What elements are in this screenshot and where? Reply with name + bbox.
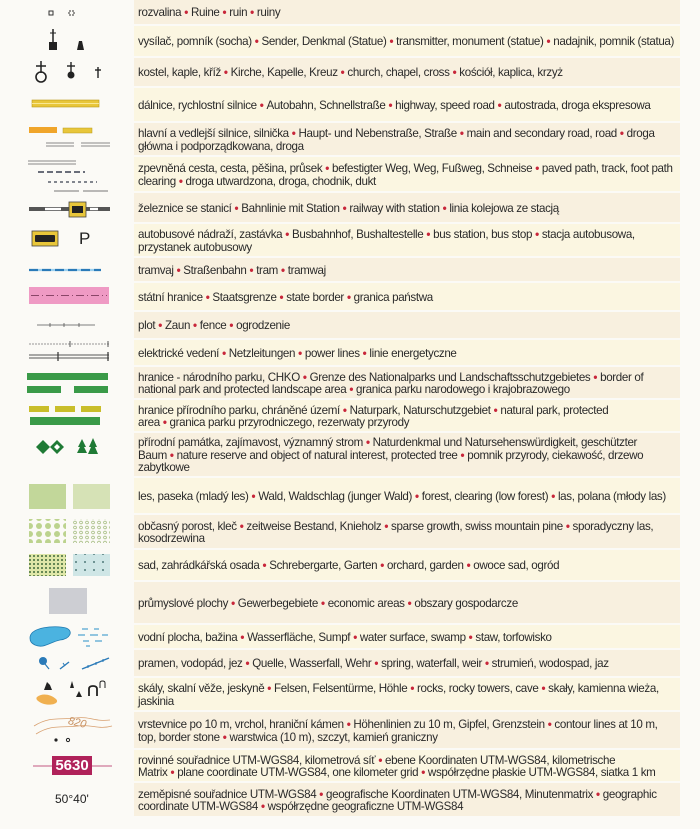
legend-label-pl: owoce sad, ogród: [473, 559, 560, 573]
legend-label-cs: sad, zahrádkářská osada: [138, 559, 260, 573]
legend-description: [138, 265, 326, 277]
legend-label-en: geographic coordinate UTM-WGS84: [138, 787, 657, 813]
legend-label-en: sparse growth, swiss mountain pine: [391, 519, 563, 533]
legend-label-de: befestigter Weg, Weg, Fußweg, Schneise: [331, 162, 533, 176]
legend-text: [134, 678, 680, 710]
legend-label-pl: współrzędne płaskie UTM-WGS84, siatka 1 km: [427, 766, 656, 779]
bullet-separator: •: [279, 290, 284, 304]
legend-text: [134, 367, 680, 398]
legend-label-de: geografische Koordinaten UTM-WGS84, Minutenmatrix: [326, 787, 594, 801]
bullet-separator: •: [342, 201, 347, 215]
legend-row-water: [0, 625, 700, 650]
legend-description: [138, 128, 676, 153]
bullet-separator: •: [374, 657, 379, 671]
legend-row-national-park: [0, 367, 700, 400]
geo-coordinate-icon: [0, 783, 132, 818]
legend-label-cs: dálnice, rychlostní silnice: [138, 98, 257, 112]
rocks-cave-icon: [0, 678, 132, 712]
bullet-separator: •: [389, 35, 394, 49]
bullet-separator: •: [546, 35, 551, 49]
legend-row-grid: [0, 750, 700, 783]
legend-row-forest: [0, 478, 700, 515]
legend-description: [138, 755, 676, 780]
legend-description: [138, 67, 563, 79]
geo-coordinate-label: 50°40': [55, 792, 89, 806]
bullet-separator: •: [340, 66, 345, 80]
legend-text: [134, 283, 680, 310]
legend-label-en: economic areas: [327, 596, 405, 610]
bullet-separator: •: [234, 201, 239, 215]
legend-row-power: [0, 340, 700, 367]
legend-label-cs: pramen, vodopád, jez: [138, 657, 243, 671]
legend-label-en: forest, clearing (low forest): [421, 489, 549, 503]
tram-icon: [0, 258, 132, 283]
legend-label-pl: obszary gospodarcze: [414, 596, 518, 610]
bullet-separator: •: [535, 162, 539, 176]
bullet-separator: •: [596, 787, 600, 801]
legend-label-pl: stacja autobusowa, przystanek autobusowy: [138, 228, 635, 254]
legend-label-pl: sporadyczny las, kosodrzewina: [138, 519, 654, 545]
legend-row-bus: [0, 224, 700, 258]
bullet-separator: •: [442, 201, 447, 215]
legend-label-pl: ogrodzenie: [236, 319, 290, 333]
legend-row-fence: [0, 312, 700, 340]
bullet-separator: •: [378, 753, 383, 767]
legend-label-en: power lines: [304, 346, 360, 360]
legend-label-pl: droga główna i podporządkowana, droga: [138, 127, 655, 153]
bullet-separator: •: [184, 6, 188, 20]
legend-label-de: Gewerbegebiete: [237, 596, 318, 610]
legend-label-pl: ruiny: [256, 6, 281, 20]
legend-description: [138, 521, 676, 546]
legend-text: [134, 400, 680, 431]
bullet-separator: •: [547, 718, 552, 732]
bullet-separator: •: [497, 98, 502, 112]
legend-label-en: highway, speed road: [395, 98, 495, 112]
transmitter-monument-icon: [0, 26, 132, 58]
legend-label-en: plane coordinate UTM-WGS84, one kilometer grid: [177, 766, 419, 779]
bullet-separator: •: [319, 787, 324, 801]
legend-row-rocks: [0, 678, 700, 712]
legend-label-pl: nadajnik, pomnik (statua): [553, 35, 675, 49]
legend-label-cs: vysílač, pomník (socha): [138, 35, 252, 49]
legend-label-cs: les, paseka (mladý les): [138, 489, 249, 503]
contour-lines-icon: [0, 712, 132, 750]
legend-row-state-border: [0, 283, 700, 312]
bullet-separator: •: [222, 346, 226, 360]
legend-label-de: Wasserfläche, Sumpf: [247, 630, 351, 644]
bullet-separator: •: [291, 127, 296, 141]
legend-label-en: water surface, swamp: [359, 630, 466, 644]
bullet-separator: •: [407, 596, 412, 610]
legend-label-cs: rovinné souřadnice UTM-WGS84, kilometrová síť: [138, 753, 376, 767]
legend-description: [138, 437, 676, 474]
legend-text: [134, 258, 680, 281]
legend-label-pl: linia kolejowa ze stacją: [449, 201, 559, 215]
legend-label-de: Ruine: [190, 6, 220, 20]
bullet-separator: •: [452, 66, 457, 80]
legend-label-pl: autostrada, droga ekspresowa: [504, 98, 651, 112]
bullet-separator: •: [493, 403, 498, 417]
legend-label-de: Staatsgrenze: [212, 290, 277, 304]
legend-label-pl: granica parku przyrodniczego, rezerwaty przyrody: [169, 416, 410, 429]
legend-label-en: orchard, garden: [386, 559, 464, 573]
legend-label-de: Bahnlinie mit Station: [241, 201, 340, 215]
legend-label-de: Quelle, Wasserfall, Wehr: [252, 657, 372, 671]
legend-label-pl: staw, torfowisko: [475, 630, 552, 644]
legend-label-cs: plot: [138, 319, 156, 333]
legend-label-cs: zeměpisné souřadnice UTM-WGS84: [138, 787, 317, 801]
legend-label-cs: tramvaj: [138, 263, 174, 277]
legend-text: [134, 0, 680, 24]
bullet-separator: •: [170, 766, 175, 779]
bullet-separator: •: [459, 127, 464, 141]
bullet-separator: •: [176, 263, 181, 277]
legend-label-pl: kościół, kaplica, krzyż: [459, 66, 563, 80]
legend-label-de: Kirche, Kapelle, Kreuz: [230, 66, 338, 80]
legend-label-de: Autobahn, Schnellstraße: [266, 98, 386, 112]
legend-label-de: Busbahnhof, Bushaltestelle: [291, 228, 424, 242]
legend-text: [134, 515, 680, 548]
bullet-separator: •: [254, 35, 259, 49]
legend-label-de: ebene Koordinaten UTM-WGS84, kilometrische Matrix: [138, 753, 616, 779]
bullet-separator: •: [222, 6, 227, 20]
water-swamp-icon: [0, 625, 132, 650]
bullet-separator: •: [245, 657, 250, 671]
legend-row-nature-reserve: [0, 433, 700, 478]
legend-label-en: main and secondary road, road: [466, 127, 617, 141]
legend-text: [134, 478, 680, 513]
bullet-separator: •: [250, 6, 254, 20]
legend-label-de: Wald, Waldschlag (junger Wald): [258, 489, 413, 503]
legend-label-cs: elektrické vedení: [138, 346, 220, 360]
bullet-separator: •: [342, 403, 347, 417]
bullet-separator: •: [229, 319, 234, 333]
legend-label-cs: skály, skalní věže, jeskyně: [138, 682, 265, 696]
legend-description: [138, 598, 518, 610]
legend-label-en: state border: [286, 290, 344, 304]
bullet-separator: •: [259, 98, 264, 112]
contour-elevation-label: 820: [66, 715, 88, 731]
bullet-separator: •: [298, 346, 302, 360]
legend-text: [134, 312, 680, 338]
legend-label-cs: kostel, kaple, kříž: [138, 66, 221, 80]
bullet-separator: •: [262, 559, 267, 573]
legend-label-pl: warstwica (10 m), szczyt, kamień graniczny: [229, 730, 438, 744]
legend-label-pl: pomnik przyrody, ciekawość, drzewo zabytkowe: [138, 448, 644, 475]
legend-label-cs: rozvalina: [138, 6, 182, 20]
legend-label-de: Sender, Denkmal (Statue): [261, 35, 387, 49]
bullet-separator: •: [285, 228, 289, 242]
legend-description: [138, 683, 676, 708]
legend-label-pl: linie energetyczne: [369, 346, 457, 360]
bullet-separator: •: [460, 448, 465, 462]
legend-label-en: spring, waterfall, weir: [381, 657, 482, 671]
legend-label-en: contour lines at 10 m, top, border stone: [138, 718, 658, 744]
bullet-separator: •: [415, 489, 419, 503]
legend-text: [134, 58, 680, 86]
legend-description: [138, 100, 651, 112]
legend-description: [138, 405, 676, 430]
highway-icon: [0, 88, 132, 123]
economic-areas-icon: [0, 582, 132, 625]
legend-row-church: [0, 58, 700, 88]
bullet-separator: •: [541, 682, 546, 696]
legend-text: [134, 582, 680, 623]
legend-description: [138, 658, 609, 670]
legend-label-en: tram: [256, 263, 278, 277]
legend-row-transmitter: [0, 26, 700, 58]
bullet-separator: •: [325, 162, 329, 176]
legend-label-de: Grenze des Nationalparks und Landschaftsschutzgebietes: [309, 370, 591, 384]
legend-label-pl: współrzędne geograficzne UTM-WGS84: [267, 800, 464, 813]
bullet-separator: •: [249, 263, 254, 277]
legend-label-pl: strumień, wodospad, jaz: [491, 657, 609, 671]
legend-row-contours: [0, 712, 700, 750]
sparse-growth-icon: [0, 515, 132, 550]
bullet-separator: •: [205, 290, 210, 304]
bullet-separator: •: [619, 127, 624, 141]
legend-label-cs: hranice - národního parku, CHKO: [138, 370, 300, 384]
legend-row-tram: [0, 258, 700, 283]
legend-label-pl: skały, kamienna wieża, jaskinia: [138, 682, 659, 708]
bullet-separator: •: [222, 730, 227, 744]
legend-label-cs: železnice se stanicí: [138, 201, 232, 215]
bullet-separator: •: [410, 682, 415, 696]
legend-description: [138, 491, 666, 503]
bullet-separator: •: [251, 489, 256, 503]
legend-label-de: Felsen, Felsentürme, Höhle: [274, 682, 408, 696]
church-chapel-cross-icon: [0, 58, 132, 88]
legend-text: [134, 26, 680, 56]
legend-label-de: zeitweise Bestand, Knieholz: [246, 519, 382, 533]
legend-text: [134, 193, 680, 222]
railway-station-icon: [0, 193, 132, 224]
legend-row-sparse-growth: [0, 515, 700, 550]
bullet-separator: •: [320, 596, 325, 610]
legend-label-cs: vrstevnice po 10 m, vrchol, hraniční kámen: [138, 718, 344, 732]
bullet-separator: •: [158, 319, 163, 333]
ruin-icon: [0, 0, 132, 26]
legend-row-geo-coordinate: [0, 783, 700, 818]
legend-label-pl: droga utwardzona, droga, chodnik, dukt: [185, 174, 376, 188]
bullet-separator: •: [280, 263, 285, 277]
legend-label-pl: granica parku narodowego i krajobrazowego: [356, 383, 570, 396]
legend-row-railway: [0, 193, 700, 224]
legend-text: [134, 340, 680, 365]
bullet-separator: •: [231, 596, 235, 610]
legend-label-en: bus station, bus stop: [433, 228, 533, 242]
bullet-separator: •: [421, 766, 425, 779]
bullet-separator: •: [302, 370, 307, 384]
legend-description: [138, 203, 559, 215]
legend-row-spring: [0, 650, 700, 678]
legend-label-en: church, chapel, cross: [347, 66, 450, 80]
legend-label-pl: tramwaj: [287, 263, 326, 277]
bullet-separator: •: [239, 519, 244, 533]
paths-icon: [0, 157, 132, 193]
legend-description: [138, 36, 674, 48]
legend-label-en: natural park, protected area: [138, 403, 609, 429]
power-lines-icon: [0, 340, 132, 367]
legend-text: [134, 433, 680, 476]
forest-icon: [0, 478, 132, 515]
legend-label-cs: autobusové nádraží, zastávka: [138, 228, 283, 242]
grid-coordinate-icon: [0, 750, 132, 783]
bullet-separator: •: [466, 559, 471, 573]
legend-description: [138, 372, 676, 397]
bullet-separator: •: [565, 519, 570, 533]
legend-description: [138, 348, 457, 360]
legend-label-en: transmitter, monument (statue): [396, 35, 544, 49]
legend-text: [134, 650, 680, 676]
legend-label-en: railway with station: [349, 201, 440, 215]
legend-row-paths: [0, 157, 700, 193]
legend-label-de: Zaun: [165, 319, 191, 333]
legend-text: [134, 157, 680, 191]
bullet-separator: •: [162, 416, 167, 429]
main-secondary-road-icon: [0, 123, 132, 157]
bus-stop-icon: P: [79, 229, 91, 248]
legend-description: [138, 719, 676, 744]
legend-text: [134, 123, 680, 155]
legend-label-en: rocks, rocky towers, cave: [417, 682, 539, 696]
bullet-separator: •: [365, 436, 370, 450]
legend-label-cs: vodní plocha, bažina: [138, 630, 238, 644]
legend-label-en: border of national park and protected landscape area: [138, 370, 644, 396]
legend-text: [134, 88, 680, 121]
legend-text: [134, 750, 680, 781]
legend-description: [138, 163, 676, 188]
bullet-separator: •: [169, 448, 174, 462]
bullet-separator: •: [223, 66, 228, 80]
bullet-separator: •: [346, 290, 351, 304]
legend-label-de: Straßenbahn: [183, 263, 247, 277]
legend-label-de: Haupt- und Nebenstraße, Straße: [298, 127, 457, 141]
legend-description: [138, 292, 433, 304]
legend-row-highway: [0, 88, 700, 123]
legend-description: [138, 320, 290, 332]
legend-row-main-road: [0, 123, 700, 157]
bullet-separator: •: [388, 98, 393, 112]
legend-label-pl: granica państwa: [353, 290, 433, 304]
spring-waterfall-weir-icon: [0, 650, 132, 678]
legend-label-cs: zpevněná cesta, cesta, pěšina, průsek: [138, 162, 323, 176]
legend-label-cs: občasný porost, kleč: [138, 519, 237, 533]
legend-label-pl: las, polana (młody las): [557, 489, 666, 503]
legend-text: [134, 625, 680, 648]
bullet-separator: •: [260, 800, 265, 813]
bullet-separator: •: [362, 346, 367, 360]
legend-label-cs: hlavní a vedlejší silnice, silnička: [138, 127, 289, 141]
legend-label-en: paved path, track, foot path clearing: [138, 162, 673, 188]
bullet-separator: •: [468, 630, 473, 644]
fence-icon: [0, 312, 132, 340]
legend-label-de: Naturdenkmal und Natursehenswürdigkeit, geschützter Baum: [138, 436, 638, 462]
bullet-separator: •: [353, 630, 357, 644]
bullet-separator: •: [551, 489, 555, 503]
legend-label-en: ruin: [229, 6, 248, 20]
legend-text: [134, 550, 680, 580]
legend-text: [134, 783, 680, 816]
legend-row-ruin: [0, 0, 700, 26]
bullet-separator: •: [593, 370, 598, 384]
bullet-separator: •: [384, 519, 389, 533]
legend-label-cs: hranice přírodního parku, chráněné území: [138, 403, 340, 417]
legend-description: [138, 560, 559, 572]
nature-reserve-tree-icon: [0, 433, 132, 478]
legend-label-de: Naturpark, Naturschutzgebiet: [349, 403, 491, 417]
legend-row-economic: [0, 582, 700, 625]
legend-text: [134, 224, 680, 256]
bullet-separator: •: [193, 319, 197, 333]
legend-description: [138, 7, 280, 19]
legend-text: [134, 712, 680, 748]
bullet-separator: •: [240, 630, 245, 644]
national-park-border-icon: [0, 367, 132, 400]
legend-label-en: nature reserve and object of natural interest, protected tree: [176, 448, 458, 462]
orchard-garden-icon: [0, 550, 132, 582]
bus-station-icon: [0, 224, 132, 258]
legend-label-de: Netzleitungen: [228, 346, 296, 360]
nature-park-border-icon: [0, 400, 132, 433]
legend-row-nature-park: [0, 400, 700, 433]
legend-label-cs: státní hranice: [138, 290, 203, 304]
bullet-separator: •: [349, 383, 354, 396]
bullet-separator: •: [267, 682, 272, 696]
legend-label-de: Höhenlinien zu 10 m, Gipfel, Grenzstein: [353, 718, 545, 732]
legend-label-cs: průmyslové plochy: [138, 596, 229, 610]
bullet-separator: •: [346, 718, 351, 732]
bullet-separator: •: [426, 228, 431, 242]
legend-row-orchard: [0, 550, 700, 582]
legend-description: [138, 229, 676, 254]
bullet-separator: •: [535, 228, 539, 242]
legend-description: [138, 789, 676, 814]
state-border-icon: [0, 283, 132, 312]
legend-label-cs: přírodní památka, zajímavost, významný strom: [138, 436, 363, 450]
legend-label-en: fence: [199, 319, 227, 333]
bullet-separator: •: [178, 174, 183, 188]
grid-number-label: 5630: [55, 757, 89, 774]
bullet-separator: •: [380, 559, 384, 573]
bullet-separator: •: [484, 657, 489, 671]
legend-label-de: Schrebergarte, Garten: [269, 559, 378, 573]
legend-description: [138, 632, 552, 644]
